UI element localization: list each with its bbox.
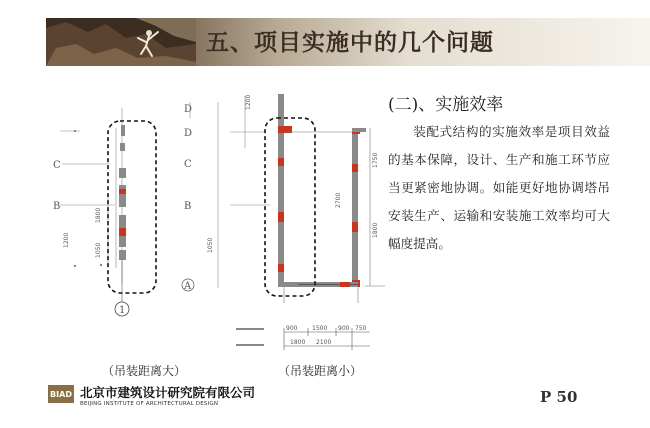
section-paragraph: 装配式结构的实施效率是项目效益的基本保障，设计、生产和施工环节应当更紧密地协调。如能更好地协调塔吊安装生产、运输和安装施工效率均可大幅度提高。 <box>388 124 610 251</box>
dim-bottom-1: 1800 <box>290 339 306 346</box>
climber-photo <box>46 18 196 66</box>
dim-top-4: 750 <box>355 325 367 332</box>
svg-text:1200: 1200 <box>63 232 70 248</box>
dim-top-3: 900 <box>338 325 350 332</box>
company-name-en: BEIJING INSTITUTE OF ARCHITECTURAL DESIGN <box>80 401 219 407</box>
caption-left: （吊装距离大） <box>102 364 187 378</box>
svg-text:1200: 1200 <box>245 94 252 110</box>
section-title: (二)、实施效率 <box>388 95 504 115</box>
dashed-box-right <box>265 118 315 296</box>
axis-label-d-top: D <box>184 104 193 115</box>
structural-drawing <box>40 88 385 360</box>
caption-right: （吊装距离小） <box>278 364 363 378</box>
axis-label-a-mid: A <box>184 281 192 292</box>
axis-label-c-left: C <box>53 160 61 171</box>
svg-text:1050: 1050 <box>95 242 102 258</box>
axis-label-d-mid: D <box>184 128 193 139</box>
biad-logo: BIAD <box>48 385 74 403</box>
dim-bottom-2: 2100 <box>316 339 332 346</box>
svg-text:1800: 1800 <box>95 207 102 223</box>
svg-text:1750: 1750 <box>372 152 379 168</box>
company-name: 北京市建筑设计研究院有限公司 <box>80 385 256 400</box>
axis-bubble-label: 1 <box>119 305 126 316</box>
page-number: P 50 <box>540 388 578 406</box>
axis-label-c-mid: C <box>184 159 192 170</box>
svg-text:2700: 2700 <box>335 192 342 208</box>
right-plan <box>236 94 385 350</box>
axis-label-b-mid: B <box>184 201 192 212</box>
dashed-box-left <box>108 121 156 293</box>
dim-top-2: 1500 <box>312 325 328 332</box>
left-plan <box>53 108 156 316</box>
slide-title: 五、项目实施中的几个问题 <box>206 29 494 56</box>
axis-label-b-left: B <box>53 201 61 212</box>
dim-top-1: 900 <box>286 325 298 332</box>
middle-axes <box>182 95 270 292</box>
svg-text:1800: 1800 <box>372 222 379 238</box>
svg-text:1050: 1050 <box>207 237 214 253</box>
